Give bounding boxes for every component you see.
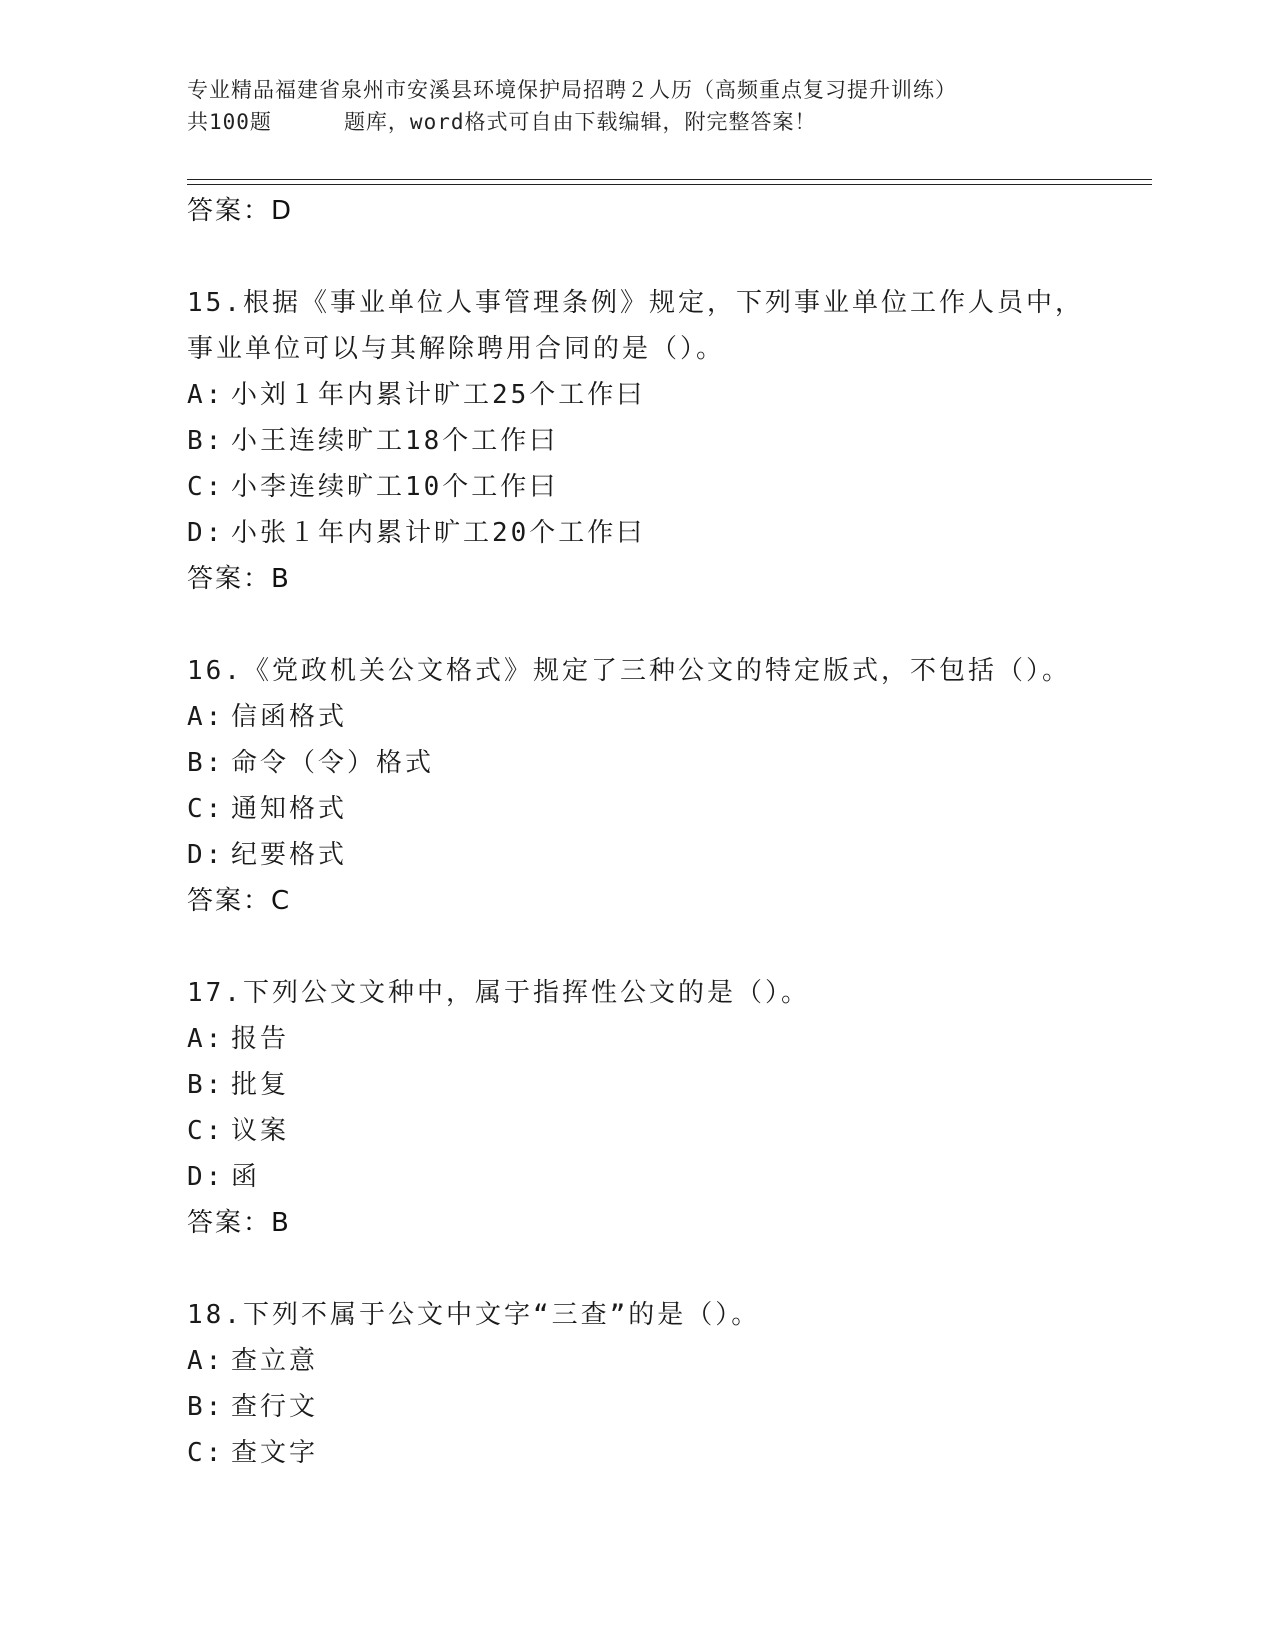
option-letter: B:	[187, 426, 225, 456]
option-text: 小李连续旷工10个工作曰	[231, 472, 559, 502]
header-description: 题库，word格式可自由下载编辑，附完整答案！	[343, 110, 817, 134]
option-letter: C:	[187, 794, 225, 824]
option-text: 小刘１年内累计旷工25个工作曰	[231, 380, 646, 410]
option-text: 通知格式	[231, 794, 348, 824]
question-stem	[187, 648, 1152, 694]
option-d	[187, 832, 1152, 878]
option-c	[187, 1430, 1152, 1476]
header-rule-bottom	[187, 184, 1152, 185]
option-text: 纪要格式	[231, 840, 348, 870]
option-letter: A:	[187, 1346, 225, 1376]
previous-answer: 答案：D	[187, 196, 294, 226]
page-header	[187, 74, 1087, 138]
option-text: 查行文	[231, 1392, 319, 1422]
question-item	[187, 648, 1152, 924]
question-stem	[187, 970, 1152, 1016]
question-item	[187, 970, 1152, 1246]
option-letter: A:	[187, 380, 225, 410]
question-stem-line: 16.《党政机关公文格式》规定了三种公文的特定版式，不包括（）。	[187, 656, 1071, 686]
option-letter: A:	[187, 702, 225, 732]
option-text: 函	[231, 1162, 261, 1192]
option-b	[187, 1384, 1152, 1430]
question-item	[187, 280, 1152, 602]
option-text: 查文字	[231, 1438, 319, 1468]
option-d	[187, 510, 1152, 556]
option-c	[187, 464, 1152, 510]
option-text: 议案	[231, 1116, 290, 1146]
option-a	[187, 694, 1152, 740]
option-text: 信函格式	[231, 702, 348, 732]
question-item	[187, 1292, 1152, 1476]
option-d	[187, 1154, 1152, 1200]
option-a	[187, 372, 1152, 418]
option-letter: D:	[187, 1162, 225, 1192]
question-answer: 答案：B	[187, 1208, 291, 1238]
header-rule-top	[187, 179, 1152, 180]
option-b	[187, 740, 1152, 786]
option-text: 查立意	[231, 1346, 319, 1376]
option-letter: B:	[187, 748, 225, 778]
option-letter: C:	[187, 472, 225, 502]
question-stem-line: 事业单位可以与其解除聘用合同的是（）。	[187, 334, 726, 364]
header-subtitle-line	[187, 106, 1087, 138]
option-letter: B:	[187, 1070, 225, 1100]
option-text: 批复	[231, 1070, 290, 1100]
option-a	[187, 1338, 1152, 1384]
option-letter: C:	[187, 1438, 225, 1468]
option-letter: D:	[187, 518, 225, 548]
option-text: 小张１年内累计旷工20个工作曰	[231, 518, 646, 548]
option-text: 命令（令）格式	[231, 748, 435, 778]
option-b	[187, 1062, 1152, 1108]
option-text: 报告	[231, 1024, 290, 1054]
header-title-line: 专业精品福建省泉州市安溪县环境保护局招聘２人历（高频重点复习提升训练）	[187, 78, 957, 102]
question-answer: 答案：B	[187, 564, 291, 594]
option-letter: A:	[187, 1024, 225, 1054]
question-stem-line: 18.下列不属于公文中文字“三查”的是（）。	[187, 1300, 761, 1330]
option-letter: B:	[187, 1392, 225, 1422]
question-answer: 答案：C	[187, 886, 292, 916]
option-letter: C:	[187, 1116, 225, 1146]
question-stem	[187, 1292, 1152, 1338]
option-a	[187, 1016, 1152, 1062]
option-c	[187, 1108, 1152, 1154]
question-stem	[187, 280, 1152, 372]
header-question-count: 共100题	[187, 110, 272, 134]
question-stem-line: 15.根据《事业单位人事管理条例》规定，下列事业单位工作人员中，	[187, 288, 1084, 318]
question-list	[187, 188, 1152, 1476]
option-text: 小王连续旷工18个工作曰	[231, 426, 559, 456]
option-letter: D:	[187, 840, 225, 870]
option-c	[187, 786, 1152, 832]
option-b	[187, 418, 1152, 464]
question-stem-line: 17.下列公文文种中，属于指挥性公文的是（）。	[187, 978, 810, 1008]
